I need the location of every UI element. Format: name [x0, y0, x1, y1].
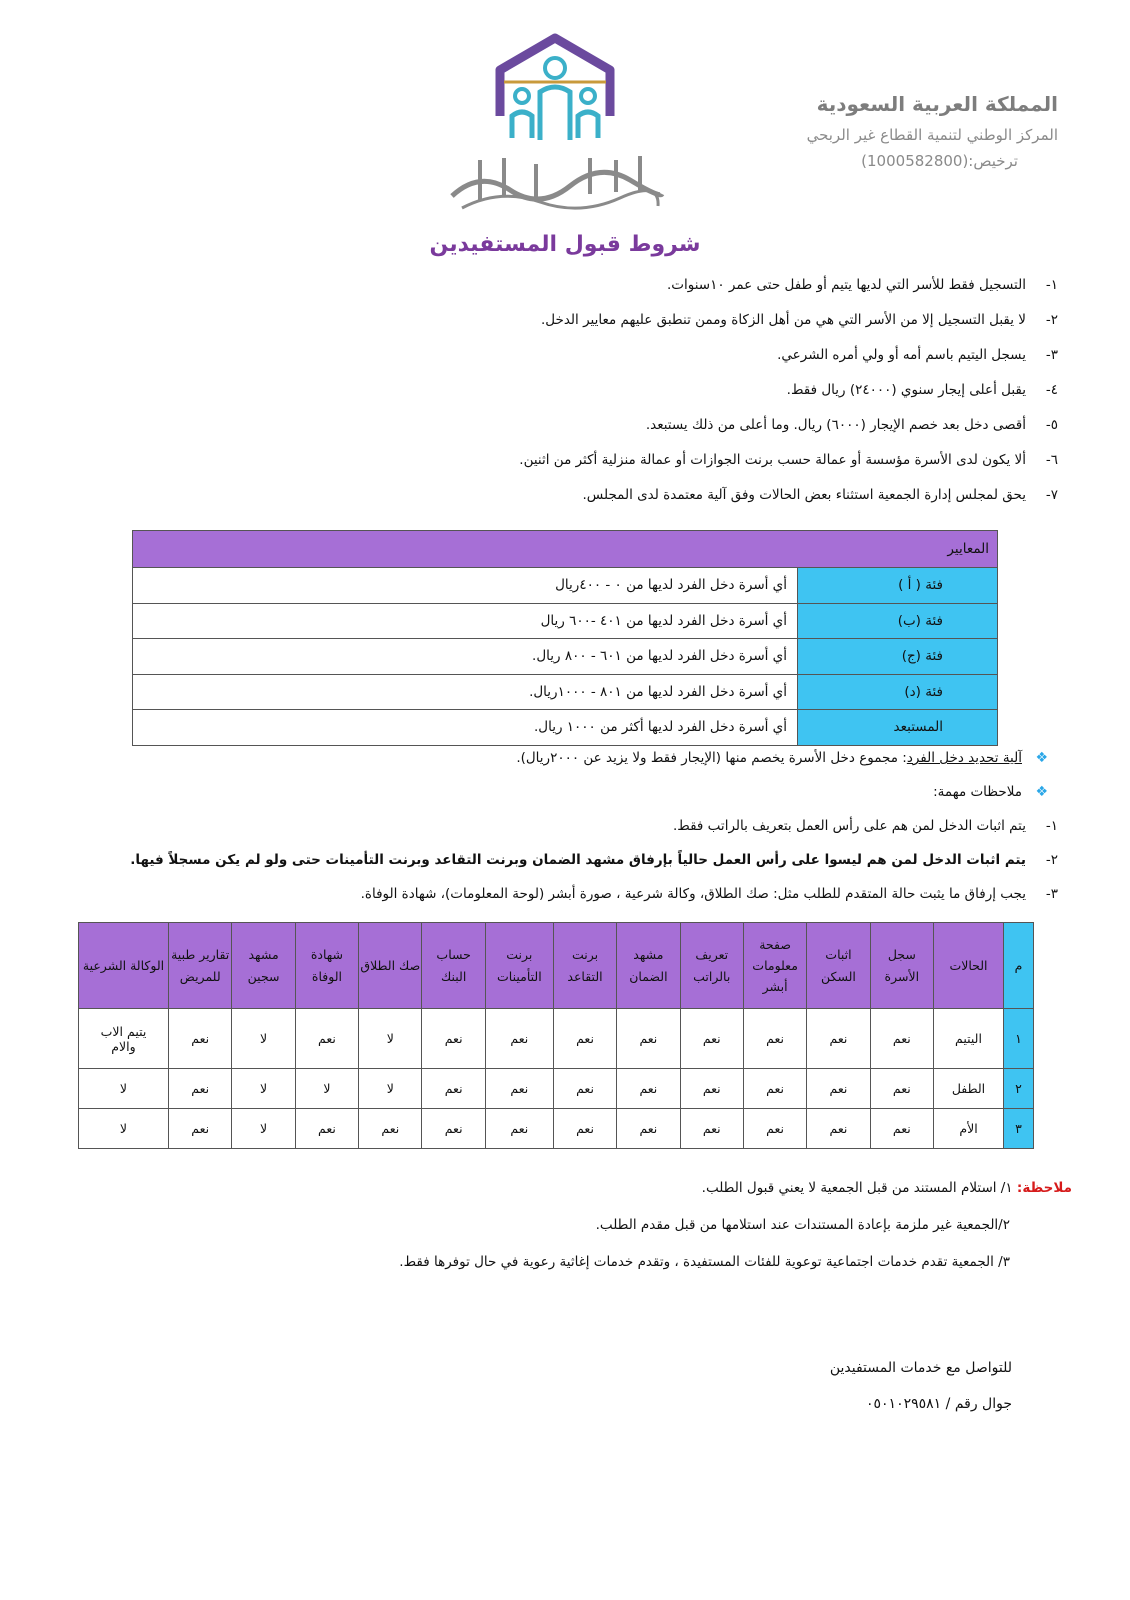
- table-cell: لا: [232, 1009, 295, 1069]
- table-cell: نعم: [295, 1009, 358, 1069]
- table-cell: نعم: [485, 1009, 553, 1069]
- description-cell: أي أسرة دخل الفرد لديها من ٨٠١ - ١٠٠٠ريال.: [133, 674, 798, 710]
- table-cell: لا: [359, 1069, 422, 1109]
- item-text: لا يقبل التسجيل إلا من الأسر التي هي من أهل الزكاة وممن تنطبق عليهم معايير الدخل.: [540, 312, 1026, 328]
- list-item: [48, 852, 1058, 886]
- table-row: [79, 1069, 1034, 1109]
- category-cell: المستبعد: [798, 710, 998, 746]
- table-cell: نعم: [870, 1109, 933, 1149]
- remark-line: ٣/ الجمعية تقدم خدمات اجتماعية توعوية للفئات المستفيدة ، وتقدم خدمات إغاثية رعوية في حال توفرها فقط.: [399, 1254, 1010, 1270]
- table-cell: نعم: [743, 1009, 806, 1069]
- conditions-list: [58, 277, 1058, 522]
- description-cell: أي أسرة دخل الفرد لديها من ٠ - ٤٠٠ريال: [133, 568, 798, 604]
- column-header: صك الطلاق: [359, 923, 422, 1009]
- income-mechanism: [58, 750, 1048, 784]
- table-cell: نعم: [807, 1069, 870, 1109]
- table-header-row: [133, 531, 998, 568]
- description-cell: أي أسرة دخل الفرد لديها من ٤٠١ -٦٠٠ ريال: [133, 603, 798, 639]
- column-header: حساب البنك: [422, 923, 485, 1009]
- table-cell: لا: [295, 1069, 358, 1109]
- table-cell: لا: [232, 1109, 295, 1149]
- column-header: صفحة معلومات أبشر: [743, 923, 806, 1009]
- table-cell: نعم: [617, 1109, 680, 1149]
- table-cell: نعم: [169, 1109, 232, 1149]
- column-header: تقارير طبية للمريض: [169, 923, 232, 1009]
- column-header: برنت التأمينات: [485, 923, 553, 1009]
- table-cell: نعم: [169, 1069, 232, 1109]
- table-row: [133, 674, 998, 710]
- item-text: يسجل اليتيم باسم أمه أو ولي أمره الشرعي.: [777, 347, 1026, 363]
- column-header: شهادة الوفاة: [295, 923, 358, 1009]
- list-item: [58, 417, 1058, 452]
- table-cell: اليتيم: [934, 1009, 1004, 1069]
- criteria-header: المعايير: [133, 531, 998, 568]
- important-notes-heading: [58, 784, 1048, 818]
- item-text: يتم اثبات الدخل لمن هم على رأس العمل بتعريف بالراتب فقط.: [673, 818, 1026, 834]
- page-title: شروط قبول المستفيدين: [429, 232, 701, 257]
- remarks-label: ملاحظة:: [1016, 1180, 1072, 1196]
- table-cell: نعم: [553, 1069, 616, 1109]
- remark-text: ١/ استلام المستند من قبل الجمعية لا يعني قبول الطلب.: [701, 1180, 1013, 1196]
- criteria-table: [132, 530, 998, 746]
- category-cell: فئة ( أ ): [798, 568, 998, 604]
- table-cell: نعم: [422, 1069, 485, 1109]
- list-item: [58, 277, 1058, 312]
- column-header: برنت التقاعد: [553, 923, 616, 1009]
- table-row: [133, 603, 998, 639]
- association-logo: [440, 30, 670, 220]
- table-cell: نعم: [485, 1109, 553, 1149]
- table-cell: لا: [79, 1069, 169, 1109]
- table-cell: نعم: [870, 1009, 933, 1069]
- item-number: ٣-: [1045, 347, 1058, 363]
- table-row: [133, 568, 998, 604]
- column-header: اثبات السكن: [807, 923, 870, 1009]
- contact-phone: جوال رقم / ٠٥٠١٠٢٩٥٨١: [866, 1396, 1012, 1412]
- table-cell: نعم: [743, 1109, 806, 1149]
- list-item: [58, 452, 1058, 487]
- table-cell: نعم: [870, 1069, 933, 1109]
- table-row: [79, 1009, 1034, 1069]
- bullet-list: [58, 750, 1048, 818]
- table-cell: لا: [359, 1009, 422, 1069]
- table-row: [133, 710, 998, 746]
- center-name: المركز الوطني لتنمية القطاع غير الربحي: [806, 126, 1058, 144]
- remark-line: [62, 1180, 1072, 1217]
- table-cell: نعم: [359, 1109, 422, 1149]
- category-cell: فئة (د): [798, 674, 998, 710]
- item-text: يقبل أعلى إيجار سنوي (٢٤٠٠٠) ريال فقط.: [786, 382, 1026, 398]
- organization-info: [807, 92, 1058, 170]
- list-item: [48, 886, 1058, 920]
- table-cell: نعم: [680, 1069, 743, 1109]
- table-cell: نعم: [169, 1009, 232, 1069]
- list-item: [58, 487, 1058, 522]
- table-cell: الطفل: [934, 1069, 1004, 1109]
- column-header: سجل الأسرة: [870, 923, 933, 1009]
- table-cell: الأم: [934, 1109, 1004, 1149]
- item-number: ٢-: [1045, 852, 1058, 868]
- column-header: الحالات: [934, 923, 1004, 1009]
- country-name: المملكة العربية السعودية: [816, 92, 1058, 116]
- table-cell: يتيم الاب والام: [79, 1009, 169, 1069]
- item-number: ٢-: [1045, 312, 1058, 328]
- item-number: ١-: [1045, 277, 1058, 293]
- diamond-bullet-icon: ❖: [1035, 784, 1048, 800]
- table-cell: نعم: [807, 1009, 870, 1069]
- item-number: ٤-: [1045, 382, 1058, 398]
- category-cell: فئة (ب): [798, 603, 998, 639]
- table-cell: ٣: [1004, 1109, 1034, 1149]
- table-cell: لا: [232, 1069, 295, 1109]
- list-item: [58, 382, 1058, 417]
- table-cell: نعم: [422, 1009, 485, 1069]
- table-cell: نعم: [553, 1109, 616, 1149]
- important-notes-list: [48, 818, 1058, 920]
- list-item: [58, 312, 1058, 347]
- item-text: يحق لمجلس إدارة الجمعية استثناء بعض الحالات وفق آلية معتمدة لدى المجلس.: [582, 487, 1026, 503]
- table-cell: نعم: [422, 1109, 485, 1149]
- description-cell: أي أسرة دخل الفرد لديها أكثر من ١٠٠٠ ريال.: [133, 710, 798, 746]
- table-cell: ٢: [1004, 1069, 1034, 1109]
- item-text: ألا يكون لدى الأسرة مؤسسة أو عمالة حسب برنت الجوازات أو عمالة منزلية أكثر من اثنين.: [519, 452, 1026, 468]
- table-cell: نعم: [553, 1009, 616, 1069]
- category-cell: فئة (ج): [798, 639, 998, 675]
- item-text: يتم اثبات الدخل لمن هم ليسوا على رأس العمل حالياً بإرفاق مشهد الضمان وبرنت التقاعد وبرنت التأمينات حتى ولو لم يكن مسجلاً فيها.: [130, 852, 1026, 868]
- list-item: [48, 818, 1058, 852]
- cases-table: [78, 922, 1034, 1149]
- item-number: ٦-: [1045, 452, 1058, 468]
- table-row: [133, 639, 998, 675]
- diamond-bullet-icon: ❖: [1035, 750, 1048, 766]
- important-notes-label: ملاحظات مهمة:: [933, 784, 1022, 800]
- item-number: ٧-: [1045, 487, 1058, 503]
- column-header: مشهد سجين: [232, 923, 295, 1009]
- column-header: تعريف بالراتب: [680, 923, 743, 1009]
- table-cell: نعم: [617, 1009, 680, 1069]
- table-cell: لا: [79, 1109, 169, 1149]
- table-cell: نعم: [680, 1109, 743, 1149]
- contact-title: للتواصل مع خدمات المستفيدين: [829, 1360, 1012, 1376]
- page-header: [0, 24, 1130, 224]
- table-cell: نعم: [807, 1109, 870, 1149]
- remarks-section: [62, 1180, 1072, 1291]
- item-number: ١-: [1045, 818, 1058, 834]
- item-text: أقصى دخل بعد خصم الإيجار (٦٠٠٠) ريال. وما أعلى من ذلك يستبعد.: [645, 417, 1026, 433]
- income-mechanism-text: : مجموع دخل الأسرة يخصم منها (الإيجار فقط ولا يزيد عن ٢٠٠٠ريال).: [516, 750, 907, 766]
- income-mechanism-label: آلية تحديد دخل الفرد: [906, 750, 1022, 766]
- table-cell: نعم: [743, 1069, 806, 1109]
- list-item: [58, 347, 1058, 382]
- table-cell: ١: [1004, 1009, 1034, 1069]
- table-cell: نعم: [617, 1069, 680, 1109]
- table-cell: نعم: [680, 1009, 743, 1069]
- remark-line: ٢/الجمعية غير ملزمة بإعادة المستندات عند استلامها من قبل مقدم الطلب.: [595, 1217, 1010, 1233]
- column-header: الوكالة الشرعية: [79, 923, 169, 1009]
- column-header: م: [1004, 923, 1034, 1009]
- table-row: [79, 1109, 1034, 1149]
- description-cell: أي أسرة دخل الفرد لديها من ٦٠١ - ٨٠٠ ريال.: [133, 639, 798, 675]
- item-text: يجب إرفاق ما يثبت حالة المتقدم للطلب مثل: صك الطلاق، وكالة شرعية ، صورة أبشر (لوحة المعلومات)، شهادة الوفاة.: [360, 886, 1026, 902]
- license-number: ترخيص:(1000582800): [861, 152, 1018, 170]
- table-cell: نعم: [295, 1109, 358, 1149]
- table-header-row: [79, 923, 1034, 1009]
- item-number: ٣-: [1045, 886, 1058, 902]
- contact-info: [830, 1360, 1012, 1432]
- item-number: ٥-: [1045, 417, 1058, 433]
- item-text: التسجيل فقط للأسر التي لديها يتيم أو طفل حتى عمر ١٠سنوات.: [667, 277, 1026, 293]
- column-header: مشهد الضمان: [617, 923, 680, 1009]
- table-cell: نعم: [485, 1069, 553, 1109]
